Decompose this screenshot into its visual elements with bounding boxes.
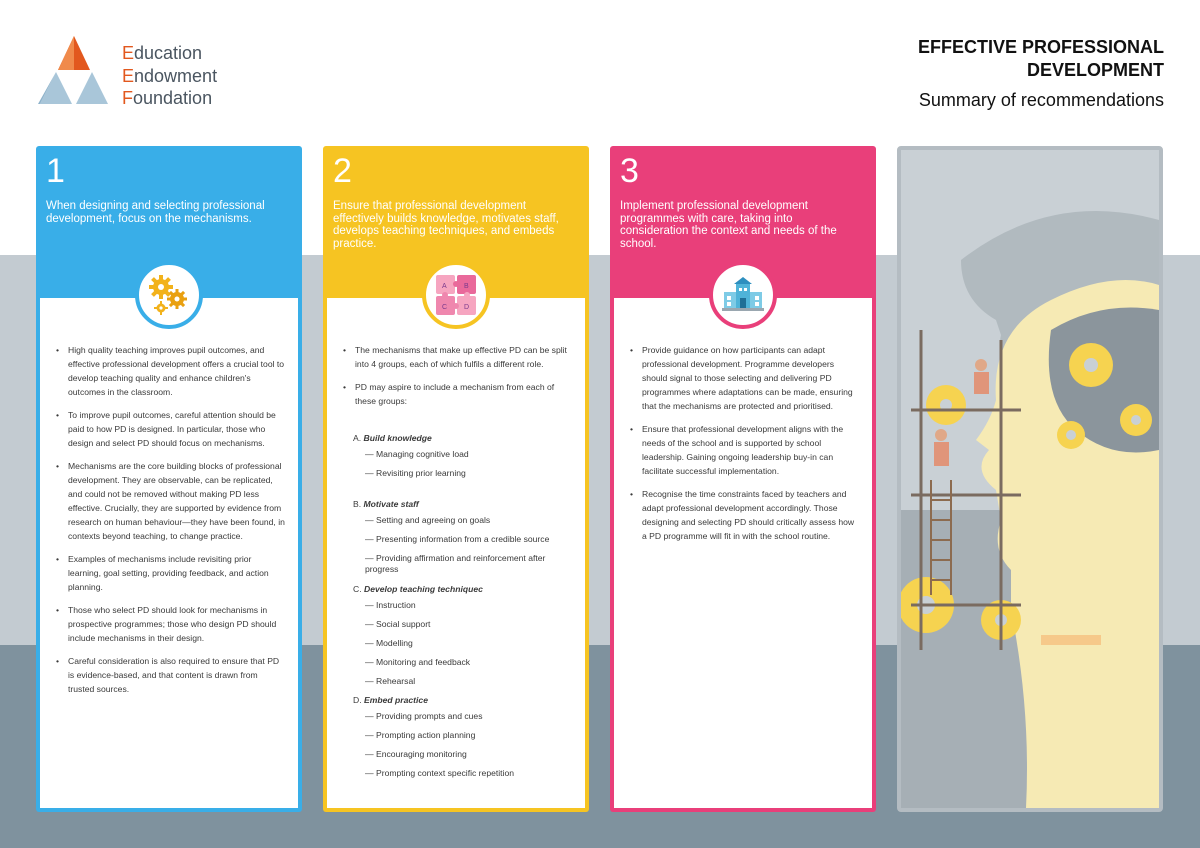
- list-item: — Setting and agreeing on goals: [365, 515, 491, 525]
- mechanism-group-c: [353, 584, 573, 695]
- card-heading: Ensure that professional development effectively builds knowledge, motivates staff, develops teaching techniques, and embeds practice.: [333, 200, 559, 250]
- list-item: • Examples of mechanisms include revisiting prior learning, goal setting, providing feedback, and action planning.: [56, 552, 286, 594]
- eef-logo: [38, 36, 258, 108]
- logo-line-1: Education: [122, 43, 203, 63]
- list-item: — Providing prompts and cues: [365, 711, 483, 721]
- mechanism-group-b: [353, 499, 573, 583]
- list-item: • Mechanisms are the core building blocks of professional development. They are observable, can be replicated, and could not be removed without making PD less effective. Crucially, they are supported by evidence from research on human behaviour—they have been found, in contexts beyond teaching, to change practice.: [56, 459, 286, 543]
- list-item: — Prompting action planning: [365, 730, 476, 740]
- list-item: • Recognise the time constraints faced by teachers and adapt professional development accordingly. Those designing and selecting PD should critically assess how a PD programme will fit in with the school routine.: [630, 487, 860, 543]
- card-heading: Implement professional development programmes with care, taking into consideration the context and needs of the school.: [620, 200, 837, 250]
- list-item: • To improve pupil outcomes, careful attention should be paid to how PD is designed. In particular, those who design and select PD should focus on mechanisms.: [56, 408, 286, 450]
- logo-wordmark: [122, 42, 217, 110]
- list-item: — Modelling: [365, 638, 413, 648]
- card-body: [614, 298, 872, 808]
- puzzle-letter-b: B: [464, 283, 469, 290]
- page-subtitle: Summary of recommendations: [918, 90, 1164, 110]
- list-item: — Revisiting prior learning: [365, 468, 466, 478]
- mechanism-group-a: [353, 433, 573, 487]
- list-item: • Provide guidance on how participants can adapt professional development. Programme developers should signal to those selecting and delivering PD programmes where adaptations can be made, ensuring that the mechanisms are protected and prioritised.: [630, 343, 860, 413]
- group-heading: C. Develop teaching techniquec: [353, 584, 483, 594]
- illustration-art: [901, 150, 1159, 808]
- card-number: 1: [46, 152, 65, 190]
- logo-triangle-icon: [38, 36, 110, 108]
- school-building-icon: [720, 272, 766, 318]
- card-badge: [709, 261, 777, 329]
- list-item: — Social support: [365, 619, 431, 629]
- bullet-list: [630, 343, 860, 552]
- list-item: • PD may aspire to include a mechanism from each of these groups:: [343, 380, 573, 408]
- list-item: • Ensure that professional development aligns with the needs of the school and is supported by school leadership. Gaining ongoing leadership buy-in can facilitate successful implementation.: [630, 422, 860, 478]
- bullet-list: [56, 343, 286, 705]
- card-badge: [422, 261, 490, 329]
- list-item: — Monitoring and feedback: [365, 657, 471, 667]
- head-with-gears-illustration: [897, 146, 1163, 812]
- card-number: 3: [620, 152, 639, 190]
- puzzle-letter-a: A: [442, 283, 447, 290]
- list-item: — Rehearsal: [365, 676, 416, 686]
- list-item: — Presenting information from a credible source: [365, 534, 550, 544]
- puzzle-letter-d: D: [464, 304, 470, 311]
- card-body: [327, 298, 585, 808]
- list-item: — Prompting context specific repetition: [365, 768, 515, 778]
- card-body: [40, 298, 298, 808]
- list-item: — Providing affirmation and reinforcement after progress: [365, 553, 546, 574]
- card-heading: When designing and selecting professional development, focus on the mechanisms.: [46, 200, 265, 225]
- logo-line-3: Foundation: [122, 88, 213, 108]
- list-item: — Encouraging monitoring: [365, 749, 467, 759]
- recommendation-card-3: [610, 146, 876, 812]
- card-number: 2: [333, 152, 352, 190]
- group-heading: A. Build knowledge: [353, 433, 432, 443]
- logo-line-2: Endowment: [122, 65, 218, 86]
- gears-icon: [146, 272, 192, 318]
- puzzle-letter-c: C: [442, 304, 448, 311]
- page-title: EFFECTIVE PROFESSIONAL DEVELOPMENT: [917, 37, 1164, 80]
- recommendation-card-1: [36, 146, 302, 812]
- puzzle-icon: [434, 273, 478, 317]
- bullet-list: [343, 343, 573, 417]
- list-item: — Instruction: [365, 600, 416, 610]
- recommendation-card-2: [323, 146, 589, 812]
- list-item: — Managing cognitive load: [365, 449, 469, 459]
- list-item: • Those who select PD should look for mechanisms in prospective programmes; those who design PD should include mechanisms in their design.: [56, 603, 286, 645]
- list-item: • High quality teaching improves pupil outcomes, and effective professional development offers a crucial tool to develop teaching quality and enhance children's outcomes in the classroom.: [56, 343, 286, 399]
- list-item: • The mechanisms that make up effective PD can be split into 4 groups, each of which fulfils a different role.: [343, 343, 573, 371]
- mechanism-group-d: [353, 695, 573, 787]
- card-badge: [135, 261, 203, 329]
- list-item: • Careful consideration is also required to ensure that PD is evidence-based, and that content is drawn from trusted sources.: [56, 654, 286, 696]
- group-heading: D. Embed practice: [353, 695, 428, 705]
- group-heading: B. Motivate staff: [353, 499, 419, 509]
